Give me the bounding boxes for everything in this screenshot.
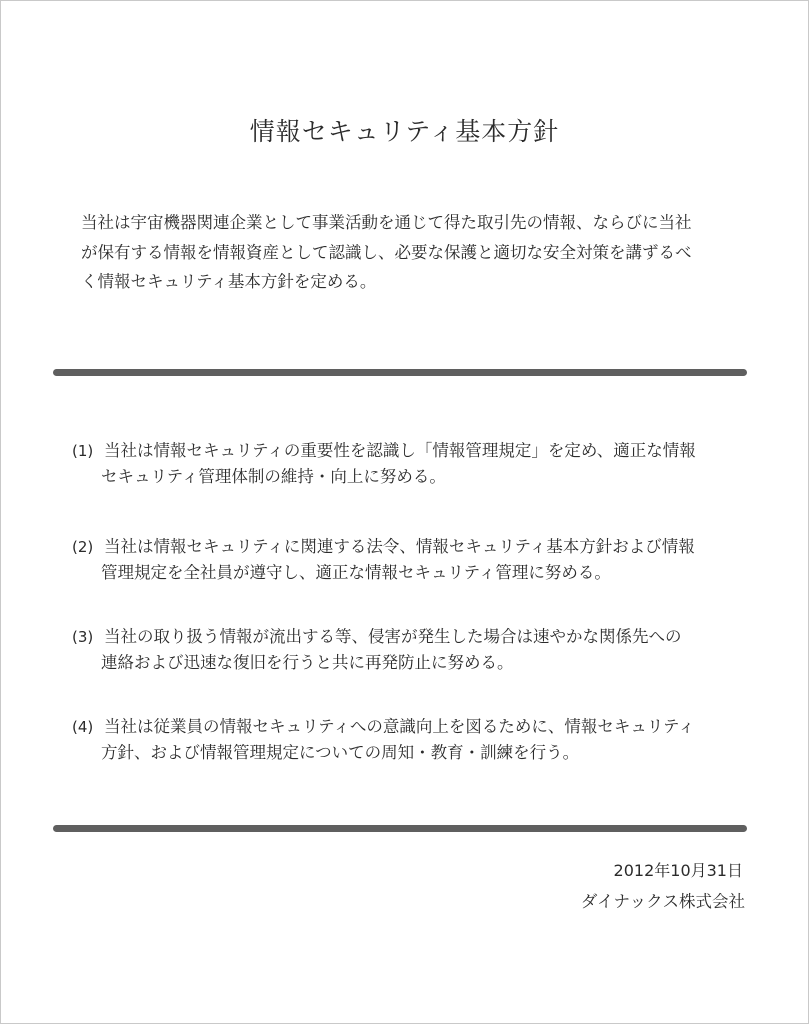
intro-line: く情報セキュリティ基本方針を定める。	[81, 272, 377, 291]
policy-item-text-line: 方針、および情報管理規定についての周知・教育・訓練を行う。	[101, 743, 580, 762]
policy-item-text-line: 当社は情報セキュリティの重要性を認識し「情報管理規定」を定め、適正な情報	[104, 441, 696, 460]
policy-item-text-line: セキュリティ管理体制の維持・向上に努める。	[101, 467, 446, 486]
policy-item-text-line: 連絡および迅速な復旧を行うと共に再発防止に努める。	[101, 653, 514, 672]
intro-line: 当社は宇宙機器関連企業として事業活動を通じて得た取引先の情報、ならびに当社	[81, 213, 692, 232]
policy-item-text-line: 管理規定を全社員が遵守し、適正な情報セキュリティ管理に努める。	[101, 563, 611, 582]
policy-item-text-line: 当社の取り扱う情報が流出する等、侵害が発生した場合は速やかな関係先への	[104, 627, 682, 646]
page-title: 情報セキュリティ基本方針	[249, 117, 560, 146]
policy-item-text-line: 当社は従業員の情報セキュリティへの意識向上を図るために、情報セキュリティ	[104, 717, 695, 736]
policy-item-3	[72, 624, 752, 676]
policy-item-number: (3)	[72, 628, 94, 646]
policy-item-number: (4)	[72, 718, 94, 736]
issue-date: 2012年10月31日	[613, 861, 743, 880]
policy-item-1	[72, 438, 752, 490]
top-divider	[53, 369, 747, 376]
policy-item-number: (2)	[72, 538, 94, 556]
policy-item-text-line: 当社は情報セキュリティに関連する法令、情報セキュリティ基本方針および情報	[104, 537, 695, 556]
intro-line: が保有する情報を情報資産として認識し、必要な保護と適切な安全対策を講ずるべ	[81, 242, 692, 262]
policy-item-4	[72, 714, 752, 766]
policy-item-number: (1)	[72, 442, 94, 460]
policy-item-2	[72, 534, 752, 586]
intro-paragraph	[81, 208, 751, 297]
company-name: ダイナックス株式会社	[580, 892, 745, 911]
bottom-divider	[53, 825, 747, 832]
